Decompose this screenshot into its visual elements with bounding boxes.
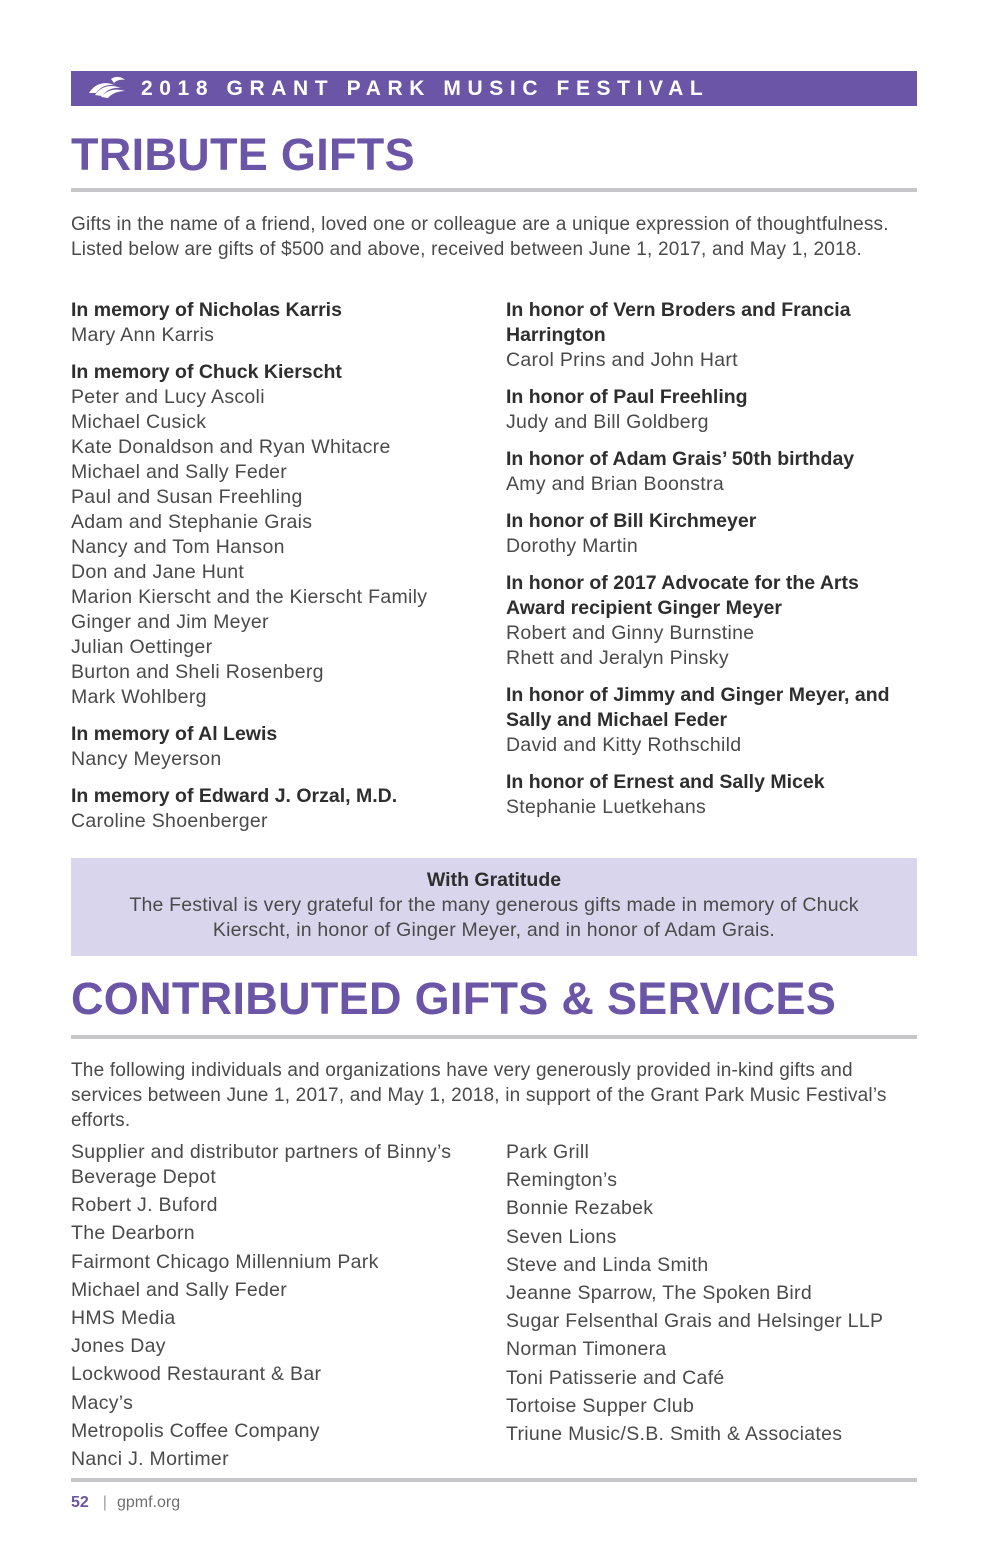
contributor-name: Fairmont Chicago Millennium Park [71,1250,379,1273]
tribute-group [71,722,481,772]
contributed-gifts-title: CONTRIBUTED GIFTS & SERVICES [71,973,837,1024]
tribute-group [506,683,916,758]
tribute-group-heading: In honor of Adam Grais’ 50th birthday [506,448,855,470]
contributor-name: Bonnie Rezabek [506,1197,654,1220]
donor-name: Peter and Lucy Ascoli [71,386,265,408]
donor-name: Robert and Ginny Burnstine [506,622,755,644]
donor-name: Kate Donaldson and Ryan Whitacre [71,436,391,458]
contributor-name: HMS Media [71,1306,176,1329]
contributor-name: The Dearborn [71,1222,195,1245]
contributor-name: Metropolis Coffee Company [71,1419,320,1442]
donor-name: Michael and Sally Feder [71,461,288,483]
donor-name: Ginger and Jim Meyer [71,611,269,633]
tribute-group-heading: In honor of Jimmy and Ginger Meyer, and Sally and Michael Feder [506,684,890,731]
donor-name: Nancy Meyerson [71,748,222,770]
tribute-group-heading: In memory of Al Lewis [71,723,278,745]
tribute-group-heading: In memory of Chuck Kierscht [71,361,342,383]
footer-site: gpmf.org [116,1494,181,1511]
tribute-group-heading: In memory of Edward J. Orzal, M.D. [71,785,398,807]
donor-name: Nancy and Tom Hanson [71,536,285,558]
tribute-gifts-title: TRIBUTE GIFTS [71,129,415,180]
tribute-group [506,509,916,559]
contributor-name: Park Grill [506,1141,590,1163]
footer-divider [71,1478,917,1482]
section-divider [71,188,917,192]
tribute-group [506,298,916,373]
contributor-name: Tortoise Supper Club [506,1394,695,1417]
tribute-group-heading: In memory of Nicholas Karris [71,299,342,321]
contributor-name: Supplier and distributor partners of Binny’s Beverage Depot [71,1141,452,1188]
gratitude-title: With Gratitude [426,869,562,891]
tribute-group [506,447,916,497]
donor-name: Judy and Bill Goldberg [506,411,709,433]
contributed-intro: The following individuals and organizations have very generously provided in-kind gifts and services between June 1, 2017, and May 1, 2018, in support of the Grant Park Music Festival’s efforts. [71,1060,887,1131]
contributor-name: Sugar Felsenthal Grais and Helsinger LLP [506,1310,884,1333]
festival-name: 2018 GRANT PARK MUSIC FESTIVAL [141,76,710,100]
tribute-group [71,360,481,710]
tribute-group-heading: In honor of Bill Kirchmeyer [506,510,757,532]
gratitude-body: The Festival is very grateful for the many generous gifts made in memory of Chuck Kierscht, in honor of Ginger Meyer, and in honor of Adam Grais. [129,894,859,941]
donor-name: Stephanie Luetkehans [506,796,707,818]
donor-name: Carol Prins and John Hart [506,349,738,371]
tribute-group [71,298,481,348]
tribute-group [506,770,916,820]
donor-name: Mary Ann Karris [71,324,215,346]
contributor-name: Lockwood Restaurant & Bar [71,1363,322,1386]
contributor-name: Robert J. Buford [71,1194,218,1217]
contributor-name: Macy’s [71,1391,134,1414]
contributor-name: Toni Patisserie and Café [506,1366,725,1389]
tribute-right-column [506,298,916,832]
tribute-left-column [71,298,481,846]
tribute-intro: Gifts in the name of a friend, loved one or colleague are a unique expression of thoughtfulness. Listed below are gifts of $500 and above, received between June 1, 2017, and May 1, 2018. [71,214,889,260]
tribute-group-heading: In honor of Paul Freehling [506,386,748,408]
gratitude-callout [71,858,917,956]
page-number: 52 [71,1494,89,1511]
donor-name: Julian Oettinger [71,636,213,658]
donor-name: Marion Kierscht and the Kierscht Family [71,586,428,608]
contributed-left-column [71,1140,471,1475]
tribute-group-heading: In honor of 2017 Advocate for the Arts Award recipient Ginger Meyer [506,572,859,619]
contributor-name: Nanci J. Mortimer [71,1447,229,1470]
donor-name: Paul and Susan Freehling [71,486,303,508]
contributed-right-column [506,1140,916,1450]
donor-name: Dorothy Martin [506,535,639,557]
contributor-name: Jeanne Sparrow, The Spoken Bird [506,1281,812,1304]
tribute-group-heading: In honor of Ernest and Sally Micek [506,771,825,793]
donor-name: Michael Cusick [71,411,207,433]
footer-separator: | [102,1494,107,1511]
tribute-group-heading: In honor of Vern Broders and Francia Harrington [506,299,851,346]
section-divider [71,1035,917,1039]
donor-name: Mark Wohlberg [71,686,207,708]
contributor-name: Norman Timonera [506,1338,667,1361]
gpmf-wave-logo-icon [81,71,131,106]
tribute-group [506,571,916,671]
contributor-name: Jones Day [71,1335,166,1358]
donor-name: Adam and Stephanie Grais [71,511,313,533]
festival-header-band [71,71,917,106]
tribute-group [71,784,481,834]
contributor-name: Remington’s [506,1169,618,1192]
tribute-group [506,385,916,435]
donor-name: Caroline Shoenberger [71,810,268,832]
contributor-name: Seven Lions [506,1225,617,1248]
donor-name: Rhett and Jeralyn Pinsky [506,647,729,669]
page-footer [71,1494,180,1512]
contributor-name: Triune Music/S.B. Smith & Associates [506,1422,843,1445]
donor-name: Amy and Brian Boonstra [506,473,724,495]
donor-name: Don and Jane Hunt [71,561,245,583]
donor-name: David and Kitty Rothschild [506,734,742,756]
contributor-name: Steve and Linda Smith [506,1253,709,1276]
donor-name: Burton and Sheli Rosenberg [71,661,324,683]
contributor-name: Michael and Sally Feder [71,1278,288,1301]
